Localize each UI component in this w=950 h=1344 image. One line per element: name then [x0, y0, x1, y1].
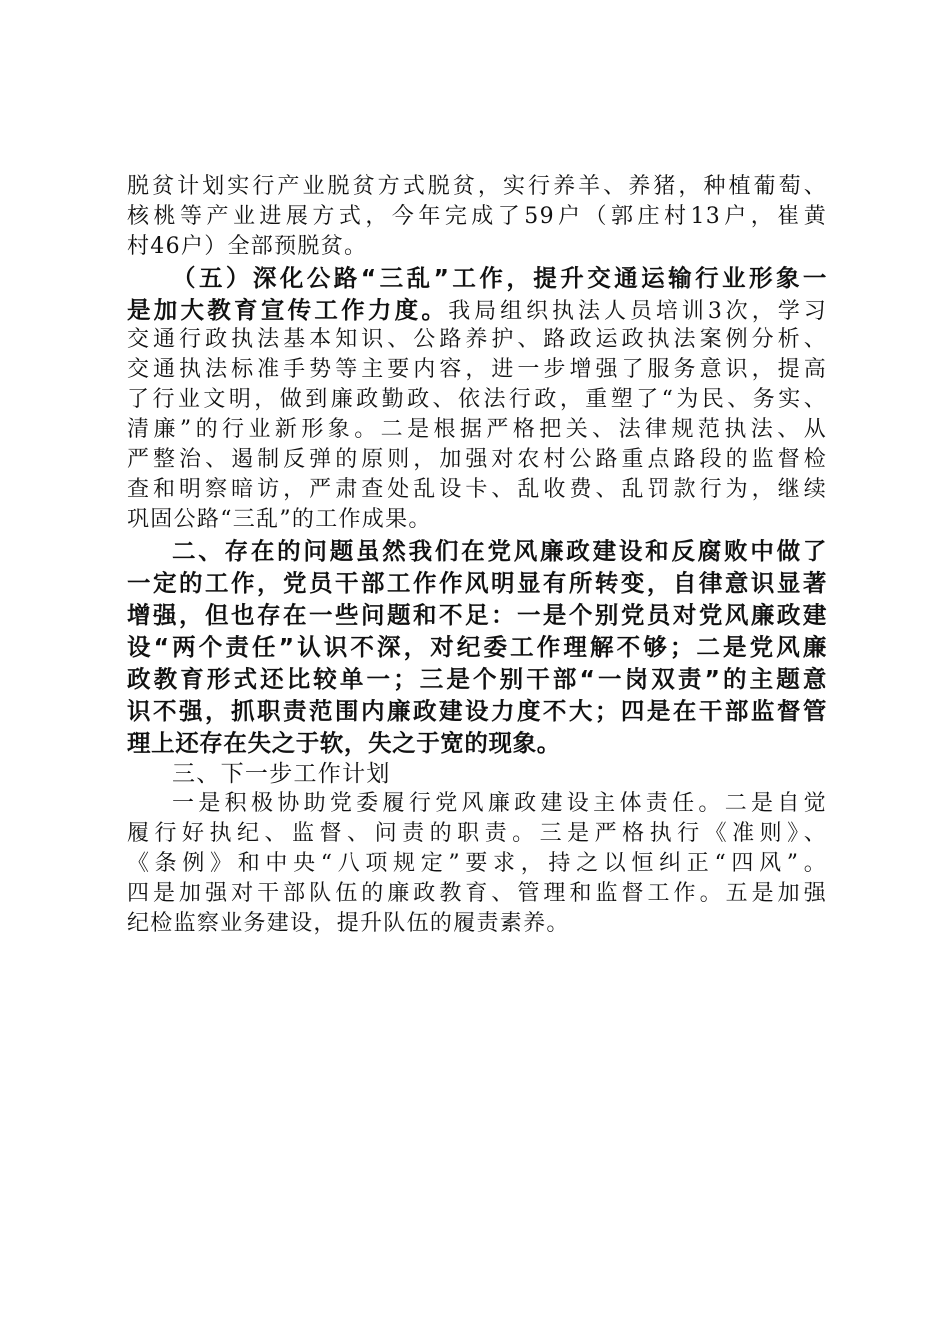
section-paragraph-line: 二、存在的问题虽然我们在党风廉政建设和反腐败中做了 — [172, 537, 827, 565]
body-line: 严整治、遏制反弹的原则，加强对农村公路重点路段的监督检 — [127, 447, 827, 472]
section-paragraph-line: 政教育形式还比较单一；三是个别干部“一岗双责”的主题意 — [127, 665, 827, 693]
body-line: 《条例》和中央“八项规定”要求，持之以恒纠正“四风”。 — [127, 851, 827, 876]
body-line: 交通执法标准手势等主要内容，进一步增强了服务意识，提高 — [127, 357, 827, 382]
section-paragraph-line: 设“两个责任”认识不深，对纪委工作理解不够；二是党风廉 — [127, 633, 827, 661]
body-line: 了行业文明，做到廉政勤政、依法行政，重塑了“为民、务实、 — [127, 387, 827, 412]
section-paragraph-line: 增强，但也存在一些问题和不足：一是个别党员对党风廉政建 — [127, 601, 827, 629]
section-heading-end: 是加大教育宣传工作力度。 — [127, 296, 449, 324]
body-line: 巩固公路“三乱”的工作成果。 — [127, 507, 432, 532]
section-paragraph-line: 理上还存在失之于软，失之于宽的现象。 — [127, 729, 561, 757]
body-line: 纪检监察业务建设，提升队伍的履责素养。 — [127, 911, 570, 936]
document-body — [127, 172, 827, 939]
body-line: 脱贫计划实行产业脱贫方式脱贫，实行养羊、养猪，种植葡萄、 — [127, 174, 827, 199]
section-paragraph-line: 一定的工作，党员干部工作作风明显有所转变，自律意识显著 — [127, 569, 827, 597]
body-line: 一是积极协助党委履行党风廉政建设主体责任。二是自觉 — [172, 791, 827, 816]
section-paragraph-line: 识不强，抓职责范围内廉政建设力度不大；四是在干部监督管 — [127, 697, 827, 725]
body-line: 清廉”的行业新形象。二是根据严格把关、法律规范执法、从 — [127, 417, 827, 442]
section-heading: （五）深化公路“三乱”工作，提升交通运输行业形象一 — [172, 264, 827, 292]
body-line: 四是加强对干部队伍的廉政教育、管理和监督工作。五是加强 — [127, 881, 827, 906]
body-text: 我局组织执法人员培训3次，学习 — [448, 299, 827, 324]
body-line: 核桃等产业进展方式，今年完成了59户（郭庄村13户，崔黄 — [127, 204, 827, 229]
section-heading: 三、下一步工作计划 — [172, 761, 391, 787]
body-line: 查和明察暗访，严肃查处乱设卡、乱收费、乱罚款行为，继续 — [127, 477, 827, 502]
mixed-line — [127, 294, 827, 325]
body-line: 履行好执纪、监督、问责的职责。三是严格执行《准则》、 — [127, 821, 827, 846]
body-line: 交通行政执法基本知识、公路养护、路政运政执法案例分析、 — [127, 327, 827, 352]
body-line: 村46户）全部预脱贫。 — [127, 234, 368, 259]
